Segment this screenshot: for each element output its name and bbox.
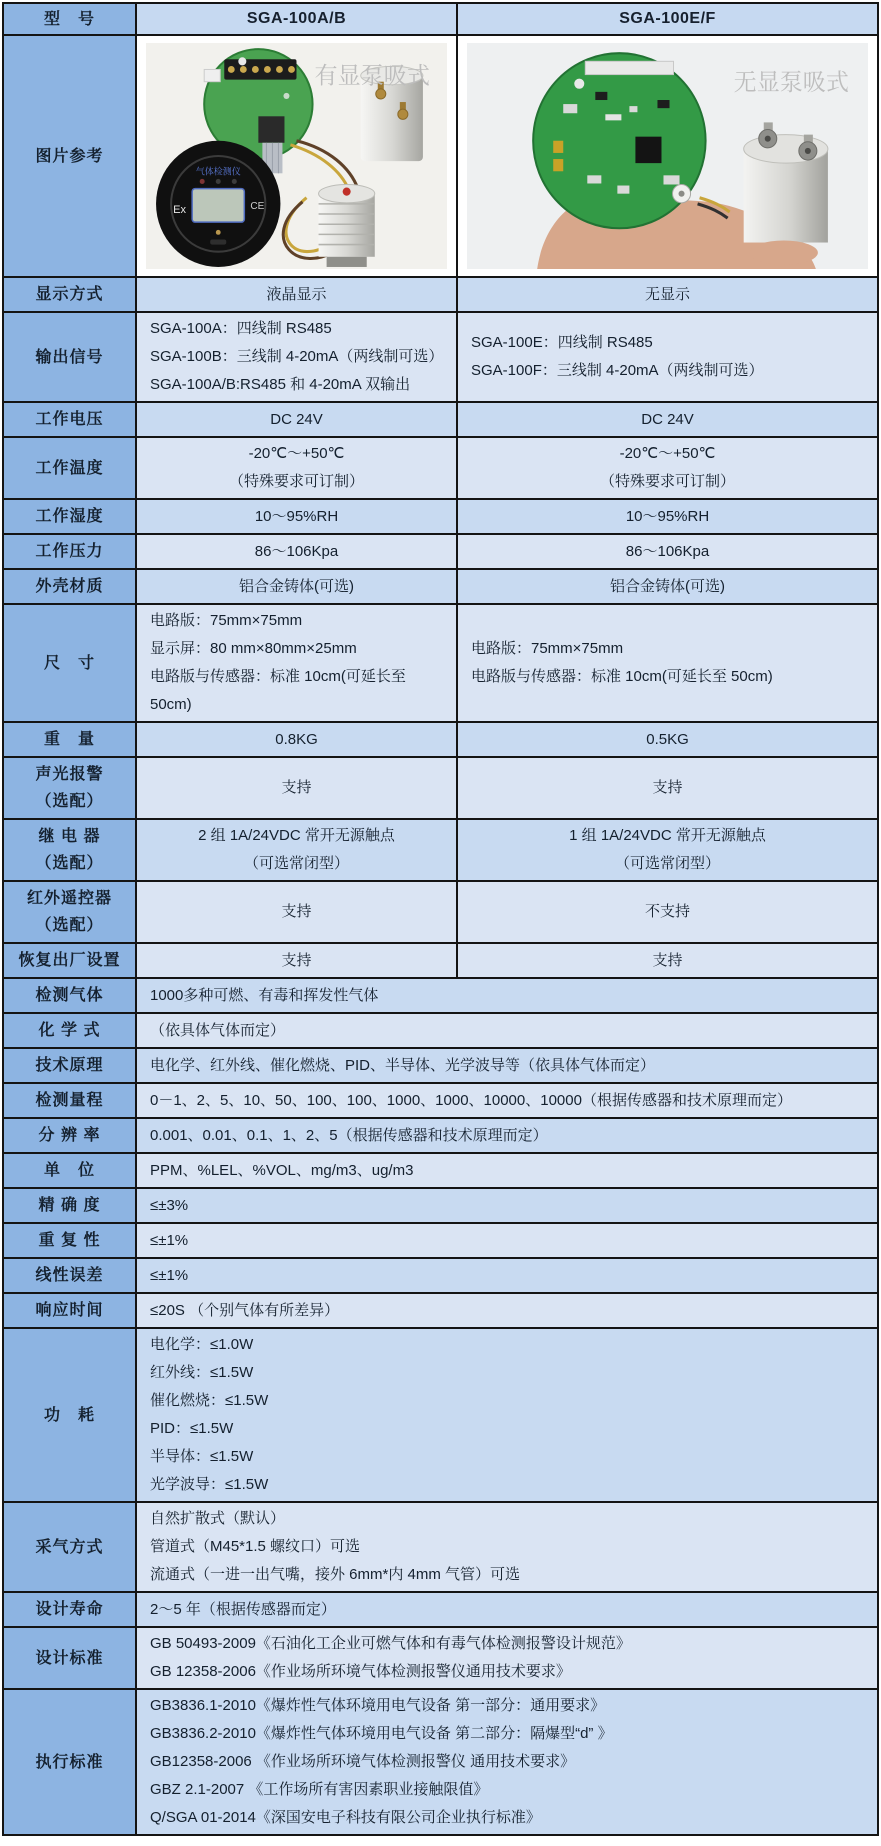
spec-row [4, 1119, 877, 1154]
spec-value-cell [137, 605, 458, 721]
spec-value-line: 支持 [281, 779, 312, 796]
spec-row [4, 1154, 877, 1189]
spec-value-line: Q/SGA 01-2014《深国安电子科技有限公司企业执行标准》 [150, 1809, 541, 1826]
spec-value-line: -20℃～+50℃ [248, 445, 345, 462]
spec-value-cell [137, 882, 458, 942]
spec-row [4, 1084, 877, 1119]
spec-row [4, 1329, 877, 1503]
pcb-board [533, 53, 705, 228]
row-label-line: 功 耗 [43, 1406, 95, 1424]
row-label-line: 采气方式 [35, 1538, 104, 1556]
row-label [4, 313, 137, 401]
spec-value-line: 电化学、红外线、催化燃烧、PID、半导体、光学波导等（依具体气体而定） [150, 1056, 656, 1074]
ce-mark: CE [250, 200, 265, 212]
product-photo-sga-100ab [146, 43, 447, 269]
row-label [4, 1503, 137, 1591]
spec-value-cell [137, 535, 458, 568]
spec-row [4, 944, 877, 979]
row-label [4, 820, 137, 880]
row-label-line: 检测气体 [35, 987, 104, 1004]
spec-value-line: 电化学：≤1.0W [150, 1336, 254, 1353]
right-photo-watermark: 无显泵吸式 [733, 68, 849, 95]
spec-value-line: 自然扩散式（默认） [150, 1510, 286, 1527]
spec-row [4, 979, 877, 1014]
row-label [4, 944, 137, 977]
spec-value-line: SGA-100F：三线制 4-20mA（两线制可选） [471, 362, 764, 379]
spec-row [4, 1690, 877, 1834]
spec-value-cell [137, 979, 877, 1012]
row-label [4, 535, 137, 568]
spec-row [4, 1628, 877, 1690]
row-label-line: （选配） [35, 917, 104, 934]
row-label [4, 723, 137, 756]
spec-value-cell [137, 500, 458, 533]
spec-value-cell [458, 535, 877, 568]
spec-value-cell [137, 1154, 877, 1187]
spec-row [4, 1189, 877, 1224]
spec-value-line: 10～95%RH [625, 507, 710, 525]
spec-row [4, 535, 877, 570]
row-label-line: （选配） [35, 855, 104, 872]
spec-value-cell [458, 570, 877, 603]
row-label-line: 外壳材质 [35, 578, 104, 595]
spec-row [4, 758, 877, 820]
row-label [4, 1294, 137, 1327]
spec-value-cell [137, 570, 458, 603]
row-label-line: 声光报警 [35, 766, 104, 783]
row-label [4, 403, 137, 436]
spec-row [4, 1593, 877, 1628]
row-label [4, 438, 137, 498]
row-label-line: 线性误差 [35, 1267, 104, 1284]
row-label-line: 红外遥控器 [26, 890, 112, 907]
photo-row-label [4, 36, 137, 276]
spec-value-line: 催化燃烧：≤1.5W [150, 1392, 269, 1409]
row-label-line: 重 量 [43, 731, 95, 748]
spec-value-line: 电路版与传感器：标准 10cm(可延长至 50cm) [150, 668, 406, 713]
spec-row [4, 500, 877, 535]
row-label-line: 尺 寸 [43, 654, 95, 672]
spec-value-line: 支持 [652, 779, 683, 796]
row-label-line: 执行标准 [35, 1753, 104, 1771]
spec-value-cell [458, 882, 877, 942]
spec-value-cell [137, 723, 458, 756]
spec-value-cell [137, 1329, 877, 1501]
spec-value-cell [137, 1119, 877, 1152]
spec-value-cell [458, 313, 877, 401]
spec-row [4, 820, 877, 882]
spec-value-cell [137, 1690, 877, 1834]
gas-detector-device [156, 141, 280, 267]
spec-value-cell [137, 313, 458, 401]
row-label-line: 恢复出厂设置 [18, 952, 121, 969]
spec-value-cell [458, 403, 877, 436]
spec-value-cell [137, 1593, 877, 1626]
row-label-line: 重 复 性 [38, 1232, 101, 1249]
spec-row [4, 1049, 877, 1084]
spec-value-cell [137, 403, 458, 436]
row-label-line: 工作湿度 [35, 508, 104, 525]
row-label-line: 输出信号 [35, 348, 104, 366]
spec-value-line: ≤±1% [150, 1231, 189, 1249]
spec-value-line: GB3836.2-2010《爆炸性气体环境用电气设备 第二部分：隔爆型“d” 》 [150, 1725, 613, 1742]
lcd-screen [192, 189, 244, 223]
spec-value-line: SGA-100A：四线制 RS485 [150, 320, 332, 337]
row-label-line: 化 学 式 [38, 1022, 101, 1039]
spec-value-line: GB3836.1-2010《爆炸性气体环境用电气设备 第一部分：通用要求》 [150, 1697, 606, 1714]
row-label [4, 1084, 137, 1117]
spec-value-cell [137, 1259, 877, 1292]
row-label-line: 响应时间 [35, 1302, 104, 1319]
row-label [4, 1329, 137, 1501]
spec-value-line: ≤±3% [150, 1196, 189, 1214]
row-label [4, 605, 137, 721]
row-label [4, 1119, 137, 1152]
spec-value-line: 0－1、2、5、10、50、100、100、1000、1000、10000、10000（根据传感器和技术原理而定） [150, 1091, 792, 1109]
device-title-text: 气体检测仪 [195, 166, 241, 177]
spec-value-line: （特殊要求可订制） [228, 473, 364, 490]
spec-value-line: 支持 [281, 951, 312, 969]
spec-value-line: （特殊要求可订制） [599, 473, 735, 490]
spec-row [4, 605, 877, 723]
header-model-e: SGA-100E/F [458, 4, 877, 34]
photo-cell-sga-100ef [458, 36, 877, 276]
spec-value-line: 1000多种可燃、有毒和挥发性气体 [150, 986, 379, 1004]
spec-value-cell [458, 820, 877, 880]
spec-value-line: 电路版：75mm×75mm [471, 640, 624, 657]
row-label [4, 979, 137, 1012]
spec-row [4, 882, 877, 944]
spec-value-line: （可选常闭型） [614, 855, 720, 872]
spec-value-cell [137, 1224, 877, 1257]
spec-value-line: DC 24V [641, 410, 694, 428]
ribbed-sensor [319, 185, 375, 267]
spec-row [4, 1259, 877, 1294]
row-label [4, 1154, 137, 1187]
header-model-a: SGA-100A/B [137, 4, 458, 34]
spec-value-cell [458, 723, 877, 756]
row-label [4, 1014, 137, 1047]
spec-value-line: 电路版与传感器：标准 10cm(可延长至 50cm) [471, 668, 773, 685]
spec-row [4, 570, 877, 605]
row-label [4, 278, 137, 311]
spec-value-line: 铝合金铸体(可选) [610, 577, 725, 595]
row-label [4, 1259, 137, 1292]
spec-row [4, 1294, 877, 1329]
spec-value-cell [137, 1014, 877, 1047]
spec-value-line: 液晶显示 [266, 285, 327, 303]
spec-value-line: GB 50493-2009《石油化工企业可燃气体和有毒气体检测报警设计规范》 [150, 1635, 631, 1652]
spec-value-line: 86～106Kpa [625, 542, 710, 560]
spec-value-line: 显示屏：80 mm×80mm×25mm [150, 640, 357, 657]
spec-value-line: 10～95%RH [254, 507, 339, 525]
spec-row [4, 438, 877, 500]
spec-row [4, 1014, 877, 1049]
spec-value-cell [137, 820, 458, 880]
spec-value-line: 0.5KG [646, 730, 689, 748]
row-label-line: 继 电 器 [38, 828, 101, 845]
spec-value-cell [137, 438, 458, 498]
spec-value-cell [137, 1294, 877, 1327]
spec-value-line: 1 组 1A/24VDC 常开无源触点 [569, 827, 766, 844]
spec-row [4, 723, 877, 758]
product-photo-sga-100ef [467, 43, 868, 269]
row-label-line: 技术原理 [35, 1057, 104, 1074]
photo-row-label-text: 图片参考 [35, 147, 104, 165]
row-label-line: 工作压力 [35, 543, 104, 560]
spec-row [4, 1503, 877, 1593]
row-label [4, 882, 137, 942]
spec-table [2, 2, 879, 1836]
spec-value-cell [137, 1189, 877, 1222]
row-label [4, 1189, 137, 1222]
photo-row [4, 36, 877, 278]
spec-value-line: 2 组 1A/24VDC 常开无源触点 [198, 827, 395, 844]
spec-value-line: 流通式（一进一出气嘴，接外 6mm*内 4mm 气管）可选 [150, 1566, 521, 1583]
ex-mark: Ex [173, 203, 186, 217]
spec-value-line: GBZ 2.1-2007 《工作场所有害因素职业接触限值》 [150, 1781, 489, 1798]
spec-value-cell [458, 500, 877, 533]
spec-value-cell [137, 758, 458, 818]
row-label [4, 1628, 137, 1688]
row-label-line: 设计标准 [35, 1649, 104, 1667]
spec-value-line: 支持 [281, 903, 312, 920]
row-label [4, 1049, 137, 1082]
spec-value-line: ≤20S （个别气体有所差异） [150, 1301, 340, 1319]
spec-value-line: PPM、%LEL、%VOL、mg/m3、ug/m3 [150, 1161, 414, 1179]
spec-value-cell [137, 1049, 877, 1082]
row-label-line: （选配） [35, 793, 104, 810]
spec-value-cell [137, 944, 458, 977]
spec-value-line: 管道式（M45*1.5 螺纹口）可选 [150, 1538, 361, 1555]
spec-value-line: （可选常闭型） [243, 855, 349, 872]
spec-value-line: SGA-100A/B:RS485 和 4-20mA 双输出 [150, 376, 411, 393]
spec-value-line: GB12358-2006 《作业场所环境气体检测报警仪 通用技术要求》 [150, 1753, 576, 1770]
spec-value-line: -20℃～+50℃ [619, 445, 716, 462]
spec-value-line: 无显示 [644, 285, 690, 303]
row-label-line: 分 辨 率 [38, 1127, 101, 1144]
spec-value-cell [458, 438, 877, 498]
row-label [4, 500, 137, 533]
spec-value-line: 半导体：≤1.5W [150, 1448, 254, 1465]
spec-value-cell [458, 278, 877, 311]
spec-value-line: 0.001、0.01、0.1、1、2、5（根据传感器和技术原理而定） [150, 1126, 548, 1144]
spec-value-line: SGA-100E：四线制 RS485 [471, 334, 653, 351]
spec-value-cell [458, 758, 877, 818]
spec-value-line: 86～106Kpa [254, 542, 339, 560]
row-label-line: 单 位 [43, 1162, 95, 1179]
photo-cell-sga-100ab [137, 36, 458, 276]
spec-value-line: GB 12358-2006《作业场所环境气体检测报警仪通用技术要求》 [150, 1663, 571, 1680]
spec-value-line: SGA-100B：三线制 4-20mA（两线制可选） [150, 348, 444, 365]
spec-value-line: 0.8KG [275, 730, 318, 748]
spec-value-cell [137, 1084, 877, 1117]
spec-value-line: 铝合金铸体(可选) [239, 577, 354, 595]
spec-value-line: 红外线：≤1.5W [150, 1364, 254, 1381]
row-label [4, 1690, 137, 1834]
row-label-line: 显示方式 [35, 286, 104, 303]
spec-value-line: PID：≤1.5W [150, 1420, 234, 1437]
spec-value-line: 支持 [652, 951, 683, 969]
header-model-label-text: 型 号 [43, 10, 95, 28]
spec-value-line: 不支持 [644, 903, 690, 920]
spec-value-line: （依具体气体而定） [150, 1021, 286, 1039]
row-label [4, 1224, 137, 1257]
row-label [4, 570, 137, 603]
spec-value-line: DC 24V [270, 410, 323, 428]
spec-value-cell [137, 1503, 877, 1591]
row-label-line: 工作温度 [35, 459, 104, 477]
row-label-line: 精 确 度 [38, 1197, 101, 1214]
header-model-label [4, 4, 137, 34]
spec-row [4, 403, 877, 438]
spec-value-cell [458, 944, 877, 977]
spec-value-line: ≤±1% [150, 1266, 189, 1284]
spec-value-line: 光学波导：≤1.5W [150, 1476, 269, 1493]
spec-value-cell [458, 605, 877, 721]
spec-value-cell [137, 278, 458, 311]
row-label [4, 1593, 137, 1626]
spec-value-cell [137, 1628, 877, 1688]
row-label-line: 工作电压 [35, 411, 104, 428]
spec-value-line: 电路版：75mm×75mm [150, 612, 303, 629]
row-label-line: 检测量程 [35, 1092, 104, 1109]
spec-row [4, 278, 877, 313]
spec-value-line: 2～5 年（根据传感器而定） [150, 1600, 336, 1618]
spec-row [4, 1224, 877, 1259]
row-label [4, 758, 137, 818]
spec-row [4, 313, 877, 403]
table-header-row [4, 4, 877, 36]
left-photo-watermark: 有显泵吸式 [314, 62, 430, 89]
row-label-line: 设计寿命 [35, 1601, 104, 1618]
